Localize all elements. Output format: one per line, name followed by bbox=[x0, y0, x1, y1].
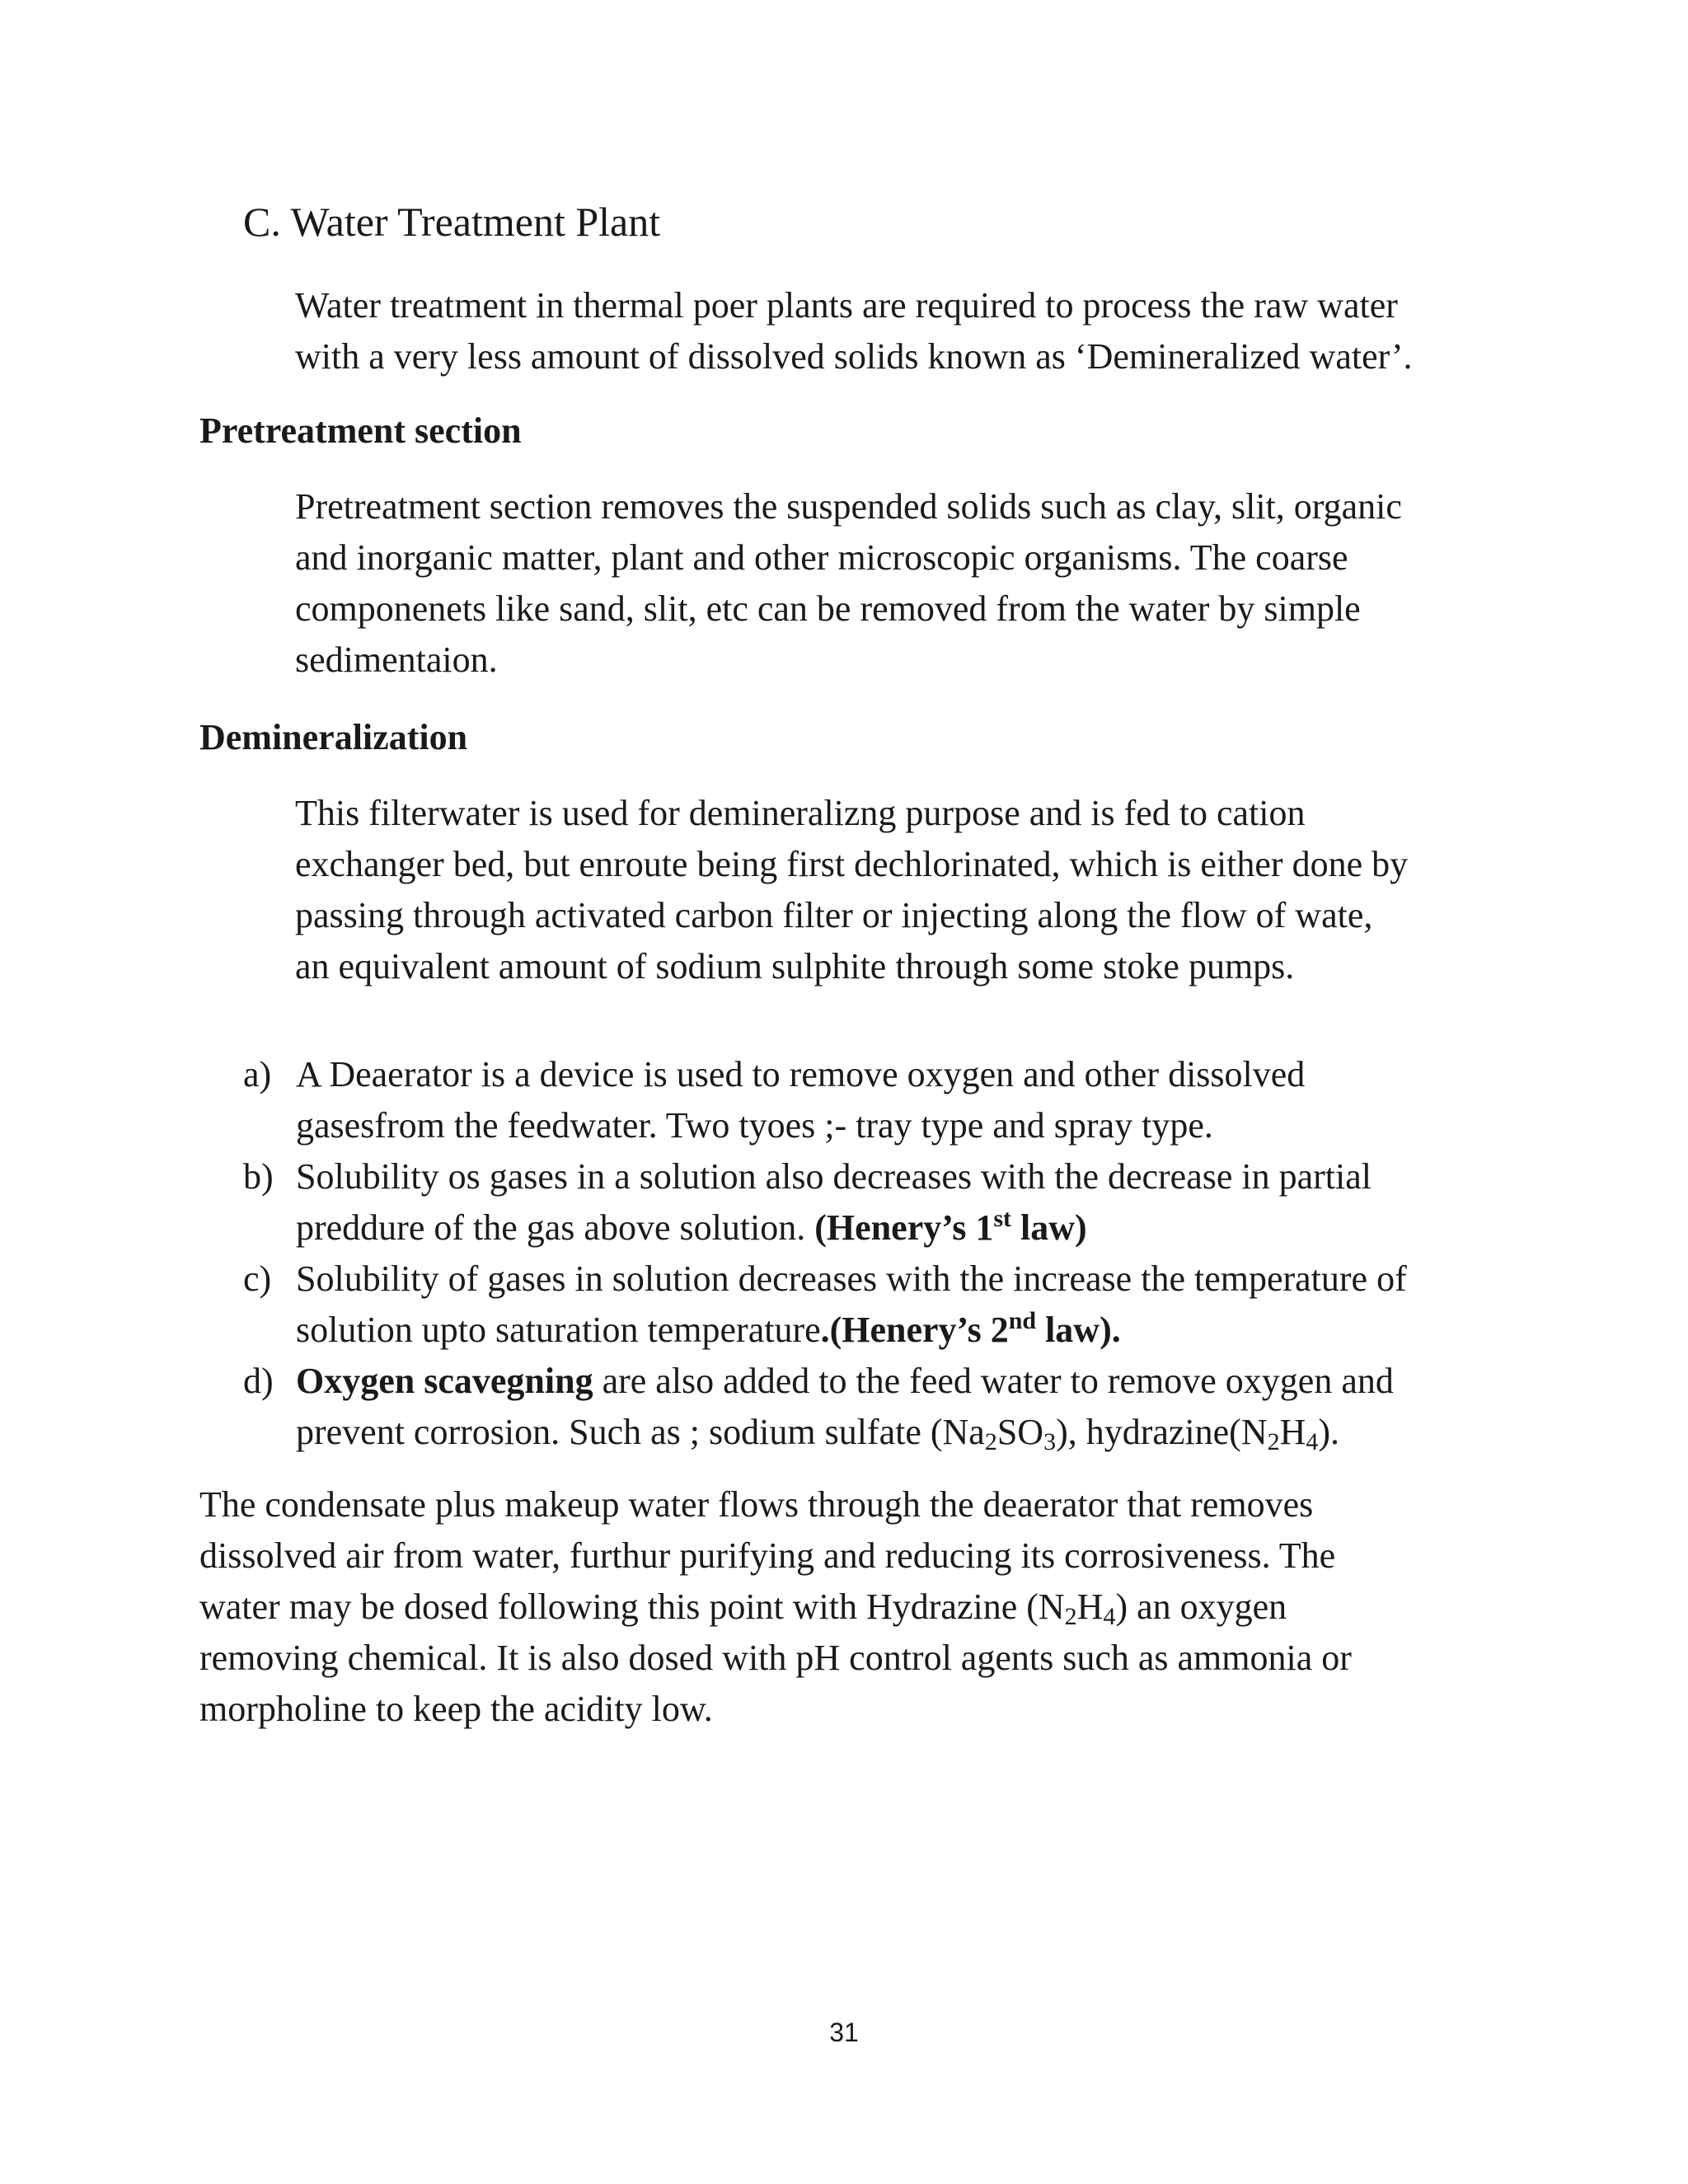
closing-line: The condensate plus makeup water flows through the deaerator that removes bbox=[199, 1484, 1314, 1525]
closing-line: water may be dosed following this point with Hydrazine $(N_2H_4)$ an oxygen bbox=[199, 1586, 1287, 1630]
pretreatment-line: sedimentaion. bbox=[295, 640, 498, 680]
demineralization-heading: Demineralization bbox=[199, 717, 468, 757]
page-number: 31 bbox=[829, 2018, 859, 2047]
closing-line: removing chemical. It is also dosed with pH control agents such as ammonia or bbox=[199, 1638, 1352, 1678]
list-marker: d) bbox=[243, 1361, 274, 1401]
list-item-a bbox=[243, 1049, 1407, 1151]
pretreatment-line: and inorganic matter, plant and other microscopic organisms. The coarse bbox=[295, 537, 1348, 578]
list-item-text-part: preddure of the gas above solution. bbox=[296, 1207, 815, 1248]
closing-line: dissolved air from water, furthur purifying and reducing its corrosiveness. The bbox=[199, 1535, 1336, 1576]
list-item-text-part: solution upto saturation temperature bbox=[296, 1310, 821, 1350]
henry-second-law-label: .(Henery’s 2nd law). bbox=[820, 1307, 1121, 1350]
intro-line: Water treatment in thermal poer plants are required to process the raw water bbox=[295, 285, 1398, 326]
intro-paragraph bbox=[295, 280, 1413, 382]
oxygen-scavenging-term: Oxygen scavegning bbox=[296, 1361, 593, 1401]
demineralization-paragraph bbox=[295, 788, 1408, 992]
intro-line: with a very less amount of dissolved solids known as ‘Demineralized water’. bbox=[295, 336, 1413, 377]
list-marker: b) bbox=[243, 1156, 274, 1197]
list-item-c bbox=[243, 1254, 1407, 1356]
list-marker: c) bbox=[243, 1258, 272, 1299]
closing-line: morpholine to keep the acidity low. bbox=[199, 1689, 713, 1729]
list-item-d bbox=[243, 1356, 1407, 1458]
section-title: C. Water Treatment Plant bbox=[243, 199, 661, 245]
deaerator-list bbox=[243, 1049, 1407, 1458]
demineralization-line: This filterwater is used for demineralizng purpose and is fed to cation bbox=[295, 793, 1306, 833]
list-item-text: Solubility os gases in a solution also decreases with the decrease in partial bbox=[296, 1156, 1372, 1197]
demineralization-line: an equivalent amount of sodium sulphite through some stoke pumps. bbox=[295, 946, 1295, 987]
list-item-text: Solubility of gases in solution decreases with the increase the temperature of bbox=[296, 1258, 1407, 1299]
list-item-text: gasesfrom the feedwater. Two tyoes ;- tray type and spray type. bbox=[296, 1105, 1213, 1146]
list-item-text: A Deaerator is a device is used to remove oxygen and other dissolved bbox=[296, 1054, 1306, 1094]
pretreatment-line: componenets like sand, slit, etc can be removed from the water by simple bbox=[295, 588, 1361, 629]
pretreatment-paragraph bbox=[295, 481, 1402, 686]
demineralization-line: passing through activated carbon filter or injecting along the flow of wate, bbox=[295, 895, 1373, 935]
list-item-text bbox=[296, 1305, 1407, 1356]
pretreatment-line: Pretreatment section removes the suspended solids such as clay, slit, organic bbox=[295, 486, 1402, 527]
henry-first-law-label: (Henery’s 1st law) bbox=[814, 1205, 1087, 1248]
list-item-text: Oxygen scavegning are also added to the feed water to remove oxygen and bbox=[296, 1361, 1394, 1401]
pretreatment-heading: Pretreatment section bbox=[199, 410, 522, 451]
list-item-text: prevent corrosion. Such as ; sodium sulfate $(Na_2SO_3)$, $hydrazine(N_2H_4)$. bbox=[296, 1412, 1340, 1455]
list-item-text bbox=[296, 1202, 1407, 1254]
demineralization-line: exchanger bed, but enroute being first dechlorinated, which is either done by bbox=[295, 844, 1409, 884]
list-item-b bbox=[243, 1151, 1407, 1254]
closing-paragraph bbox=[199, 1479, 1352, 1735]
list-marker: a) bbox=[243, 1054, 272, 1094]
